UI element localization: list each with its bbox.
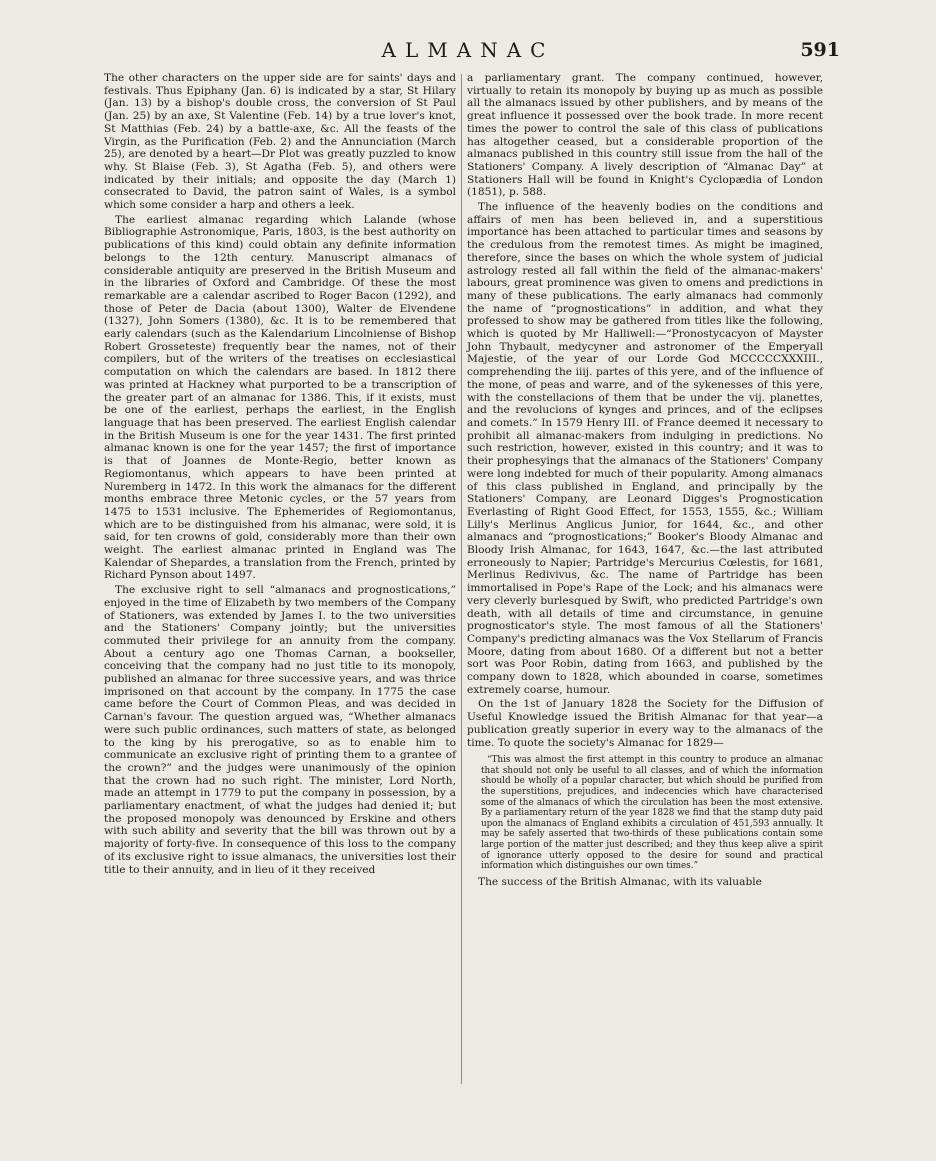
column-divider: [461, 74, 462, 1084]
page-title: ALMANAC: [381, 38, 555, 62]
running-head: [0, 38, 936, 62]
paragraph: On the 1st of January 1828 the Society for the Diffusion of Useful Knowledge issued the British Almanac for that year—a publication greatly superior in every way to the almanacs of the time. To quote the society's Almanac for 1829—: [467, 698, 823, 749]
right-column: [467, 72, 823, 889]
paragraph: The influence of the heavenly bodies on the conditions and affairs of men has been believed in, and a superstitious importance has been attached to particular times and seasons by the credulous from the remotest times. As might be imagined, therefore, since the bases on which the whole system of judicial astrology rested all fall within the field of the almanac-makers' labours, great prominence was given to omens and predictions in many of these publications. The early almanacs had commonly the name of “prognostications” in addition, and what they professed to show may be gathered from titles like the following, which is quoted by Mr Halliwell:—“Pronostycacyon of Mayster John Thybault, medycyner and astronomer of the Emperyall Majestie, of the year of our Lorde God MCCCCCXXXIII., comprehending the iiij. partes of this yere, and of the influence of the mone, of peas and warre, and of the sykenesses of this yere, with the constellacions of them that be under the vij. planettes, and the revolucions of kynges and princes, and of the eclipses and comets.” In 1579 Henry III. of France deemed it necessary to prohibit all almanac-makers from indulging in predictions. No such restriction, however, existed in this country; and it was to their prophesyings that the almanacs of the Stationers' Company were long indebted for much of their popularity. Among almanacs of this class published in England, and principally by the Stationers' Company, are Leonard Digges's Prognostication Everlasting of Right Good Effect, for 1553, 1555, &c.; William Lilly's Merlinus Anglicus Junior, for 1644, &c., and other almanacs and “prognostications;” Booker's Bloody Almanac and Bloody Irish Almanac, for 1643, 1647, &c.—the last attributed erroneously to Napier; Partridge's Mercurius Cœlestis, for 1681, Merlinus Redivivus, &c. The name of Partridge has been immortalised in Pope's Rape of the Lock; and his almanacs were very cleverly burlesqued by Swift, who predicted Partridge's own death, with all details of time and circumstance, in genuine prognosticator's style. The most famous of all the Stationers' Company's predicting almanacs was the Vox Stellarum of Francis Moore, dating from about 1680. Of a different but not a better sort was Poor Robin, dating from 1663, and published by the company down to 1828, which abounded in coarse, sometimes extremely coarse, humour.: [467, 201, 823, 696]
paragraph: The exclusive right to sell “almanacs and prognostications,” enjoyed in the time of Elizabeth by two members of the Company of Stationers, was extended by James I. to the two universities and the Stationers' Company jointly; but the universities commuted their privilege for an annuity from the company. About a century ago one Thomas Carnan, a bookseller, conceiving that the company had no just title to its monopoly, published an almanac for three successive years, and was thrice imprisoned on that account by the company. In 1775 the case came before the Court of Common Pleas, and was decided in Carnan's favour. The question argued was, “Whether almanacs were such public ordinances, such matters of state, as belonged to the king by his prerogative, so as to enable him to communicate an exclusive right of printing them to a grantee of the crown?” and the judges were unanimously of the opinion that the crown had no such right. The minister, Lord North, made an attempt in 1779 to put the company in possession, by a parliamentary enactment, of what the judges had denied it; but the proposed monopoly was denounced by Erskine and others with such ability and severity that the bill was thrown out by a majority of forty-five. In consequence of this loss to the company of its exclusive right to issue almanacs, the universities lost their title to their annuity, and in lieu of it they received: [104, 584, 456, 876]
page-number: 591: [800, 39, 840, 61]
paragraph: The success of the British Almanac, with its valuable: [478, 875, 762, 888]
paragraph: The earliest almanac regarding which Lalande (whose Bibliographie Astronomique, Paris, 1803, is the best authority on publications of this kind) could obtain any definite information belongs to the 12th century. Manuscript almanacs of considerable antiquity are preserved in the British Museum and in the libraries of Oxford and Cambridge. Of these the most remarkable are a calendar ascribed to Roger Bacon (1292), and those of Peter de Dacia (about 1300), Walter de Elvendene (1327), John Somers (1380), &c. It is to be remembered that early calendars (such as the Kalendarium Lincolniense of Bishop Robert Grosseteste) frequently bear the names, not of their compilers, but of the writers of the treatises on ecclesiastical computation on which the calendars are based. In 1812 there was printed at Hackney what purported to be a transcription of the greater part of an almanac for 1386. This, if it exists, must be one of the earliest, perhaps the earliest, in the English language that has been preserved. The earliest English calendar in the British Museum is one for the year 1431. The first printed almanac known is one for the year 1457; the first of importance is that of Joannes de Monte-Regio, better known as Regiomontanus, which appears to have been printed at Nuremberg in 1472. In this work the almanacs for the different months embrace three Metonic cycles, or the 57 years from 1475 to 1531 inclusive. The Ephemerides of Regiomontanus, which are to be distinguished from his almanac, were sold, it is said, for ten crowns of gold, considerably more than their own weight. The earliest almanac printed in England was The Kalendar of Shepardes, a translation from the French, printed by Richard Pynson about 1497.: [104, 213, 456, 582]
block-quote: “This was almost the first attempt in this country to produce an almanac that should not only be useful to all classes, and of which the information should be wholly of a popular character, but which should be purified from the superstitions, prejudices, and indecencies which have characterised some of the almanacs of which the circulation has been the most extensive. By a parliamentary return of the year 1828 we find that the stamp duty paid upon the almanacs of England exhibits a circulation of 451,593 annually. It may be safely asserted that two-thirds of these publications contain some large portion of the matter just described; and they thus keep alive a spirit of ignorance utterly opposed to the desire for sound and practical information which distinguishes our own times.”: [481, 755, 823, 872]
left-column: [104, 72, 456, 876]
paragraph: The other characters on the upper side are for saints' days and festivals. Thus Epiphany (Jan. 6) is indicated by a star, St Hilary (Jan. 13) by a bishop's double cross, the conversion of St Paul (Jan. 25) by an axe, St Valentine (Feb. 14) by a true lover's knot, St Matthias (Feb. 24) by a battle-axe, &c. All the feasts of the Virgin, as the Purification (Feb. 2) and the Annunciation (March 25), are denoted by a heart—Dr Plot was greatly puzzled to know why. St Blaise (Feb. 3), St Agatha (Feb. 5), and others were indicated by their initials; and opposite the day (March 1) consecrated to David, the patron saint of Wales, is a symbol which some consider a harp and others a leek.: [104, 72, 456, 212]
paragraph: a parliamentary grant. The company continued, however, virtually to retain its monopoly by buying up as much as possible all the almanacs issued by other publishers, and by means of the great influence it possessed over the book trade. In more recent times the power to control the sale of this class of publications has altogether ceased, but a considerable proportion of the almanacs published in this country still issue from the hall of the Stationers' Company. A lively description of “Almanac Day” at Stationers Hall will be found in Knight's Cyclopædia of London (1851), p. 588.: [467, 72, 823, 199]
